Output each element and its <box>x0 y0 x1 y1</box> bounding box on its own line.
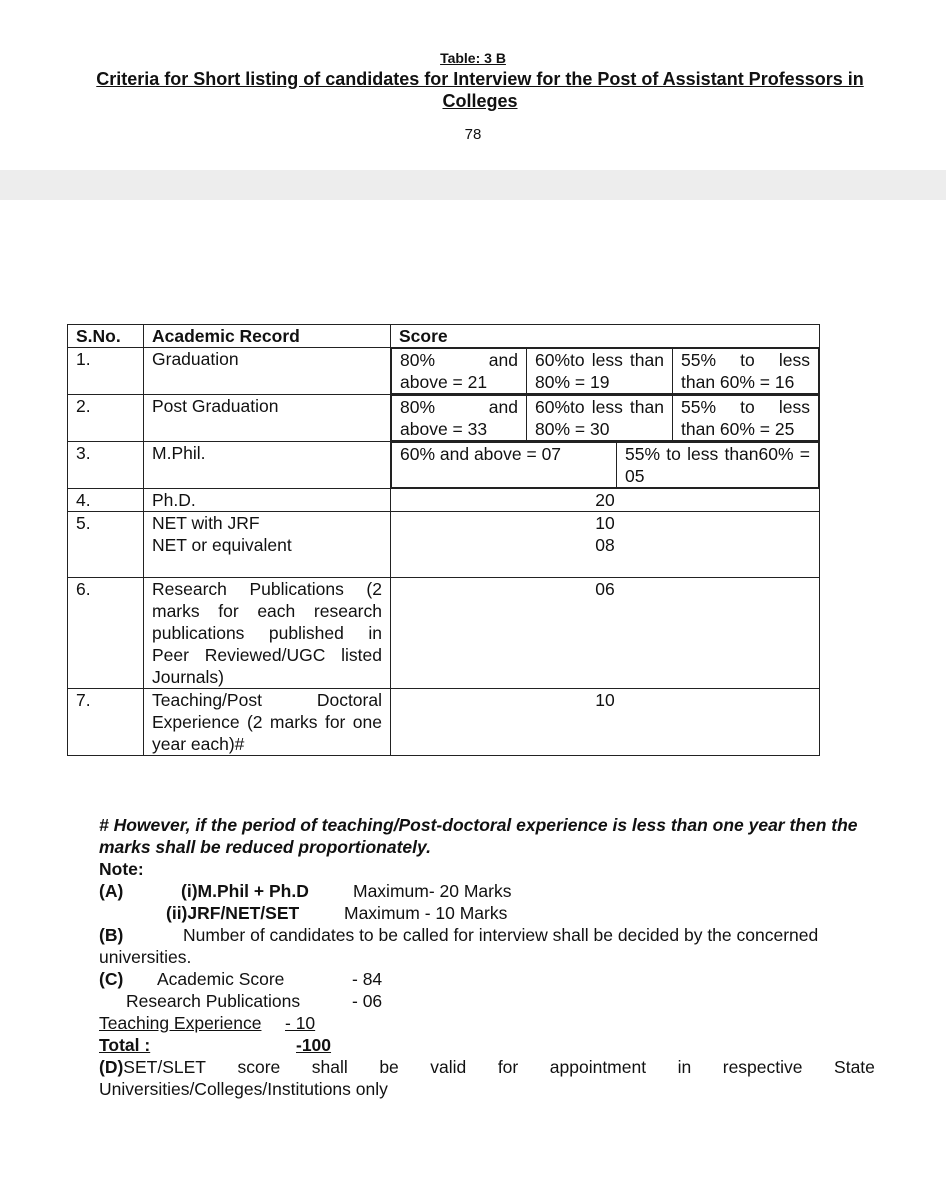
note-a-line-2 <box>99 902 879 924</box>
note-d-word: for <box>497 1057 519 1077</box>
table-label: Table: 3 B <box>440 50 506 66</box>
record-net-jrf: NET with JRF <box>152 513 260 533</box>
table-row <box>68 489 820 512</box>
note-c1-item: Academic Score <box>157 969 285 989</box>
row-record: Graduation <box>144 348 391 395</box>
score-net-jrf: 10 <box>595 513 615 533</box>
row-sno: 6. <box>68 578 144 689</box>
note-a-line-1 <box>99 880 879 902</box>
header-sno: S.No. <box>68 325 144 348</box>
note-b-label: (B) <box>99 925 124 945</box>
row-record: Research Publications (2 marks for each research publications published in Peer Reviewed/UGC listed Journals) <box>144 578 391 689</box>
table-row <box>68 578 820 689</box>
record-net-equivalent: NET or equivalent <box>152 535 292 555</box>
table-row <box>68 395 820 442</box>
row-sno: 3. <box>68 442 144 489</box>
score-band-1: 80% and above = 33 <box>392 396 527 441</box>
note-c1-value: - 84 <box>352 969 383 989</box>
note-b-line-1 <box>99 924 879 946</box>
note-c3-value: - 10 <box>285 1013 316 1033</box>
score-net-equivalent: 08 <box>595 535 615 555</box>
table-row <box>68 442 820 489</box>
notes-section <box>99 814 879 1100</box>
row-record: Teaching/Post Doctoral Experience (2 marks for one year each)# <box>144 689 391 756</box>
note-c-line-1 <box>99 968 879 990</box>
note-c-line-2 <box>99 990 879 1012</box>
note-d-word: shall <box>311 1057 348 1077</box>
note-a1-item: (i)M.Phil + Ph.D <box>181 881 309 901</box>
note-d-lead: (D)SET/SLET <box>99 1057 206 1077</box>
row-sno: 4. <box>68 489 144 512</box>
row-sno: 5. <box>68 512 144 578</box>
note-d-word: be <box>379 1057 399 1077</box>
table-header-row <box>68 325 820 348</box>
note-d-word: score <box>237 1057 281 1077</box>
score-band-1: 60% and above = 07 <box>392 443 617 488</box>
score-band-2: 60%to less than 80% = 30 <box>527 396 673 441</box>
header-academic-record: Academic Record <box>144 325 391 348</box>
row-score: 20 <box>391 489 820 512</box>
score-band-2: 55% to less than60% = 05 <box>617 443 819 488</box>
criteria-table <box>67 324 820 756</box>
note-c2-item: Research Publications <box>126 991 301 1011</box>
page-title: Criteria for Short listing of candidates for Interview for the Post of Assistant Professors in Colleges <box>96 69 864 111</box>
row-score: 10 <box>391 689 820 756</box>
note-a1-value: Maximum- 20 Marks <box>353 881 512 901</box>
note-d-word: in <box>677 1057 692 1077</box>
note-c3-item: Teaching Experience <box>99 1013 262 1033</box>
page-separator <box>0 170 946 200</box>
row-sno: 2. <box>68 395 144 442</box>
row-score <box>391 512 820 578</box>
score-band-3: 55% to less than 60% = 25 <box>673 396 819 441</box>
footnote-hash: # However, if the period of teaching/Post-doctoral experience is less than one year then the marks shall be reduced proportionately. <box>99 815 858 857</box>
row-record: Post Graduation <box>144 395 391 442</box>
score-band-1: 80% and above = 21 <box>392 349 527 394</box>
score-band-2: 60%to less than 80% = 19 <box>527 349 673 394</box>
note-a2-item: (ii)JRF/NET/SET <box>166 903 300 923</box>
note-total-line <box>99 1034 879 1056</box>
note-a-label: (A) <box>99 881 124 901</box>
header-score: Score <box>391 325 820 348</box>
note-b-text: Number of candidates to be called for interview shall be decided by the concerned <box>183 925 819 945</box>
row-score <box>391 348 820 395</box>
note-d-line-2: Universities/Colleges/Institutions only <box>99 1079 388 1099</box>
row-sno: 7. <box>68 689 144 756</box>
note-a2-value: Maximum - 10 Marks <box>344 903 508 923</box>
table-row <box>68 689 820 756</box>
table-row <box>68 512 820 578</box>
note-c2-value: - 06 <box>352 991 383 1011</box>
row-score <box>391 442 820 489</box>
row-record <box>144 512 391 578</box>
page-number: 78 <box>464 126 482 143</box>
note-d-word: respective <box>722 1057 803 1077</box>
note-heading: Note: <box>99 859 144 879</box>
score-band-3: 55% to less than 60% = 16 <box>673 349 819 394</box>
row-score: 06 <box>391 578 820 689</box>
note-d-word: State <box>834 1057 875 1077</box>
note-b-line-2: universities. <box>99 947 192 967</box>
row-record: Ph.D. <box>144 489 391 512</box>
row-sno: 1. <box>68 348 144 395</box>
note-total-value: -100 <box>296 1035 332 1055</box>
note-c-line-3 <box>99 1012 879 1034</box>
table-row <box>68 348 820 395</box>
note-d-line-1 <box>99 1056 875 1078</box>
note-d-word: valid <box>430 1057 467 1077</box>
note-total-label: Total : <box>99 1035 151 1055</box>
note-c-label: (C) <box>99 969 124 989</box>
note-d-word: appointment <box>549 1057 647 1077</box>
row-score <box>391 395 820 442</box>
row-record: M.Phil. <box>144 442 391 489</box>
